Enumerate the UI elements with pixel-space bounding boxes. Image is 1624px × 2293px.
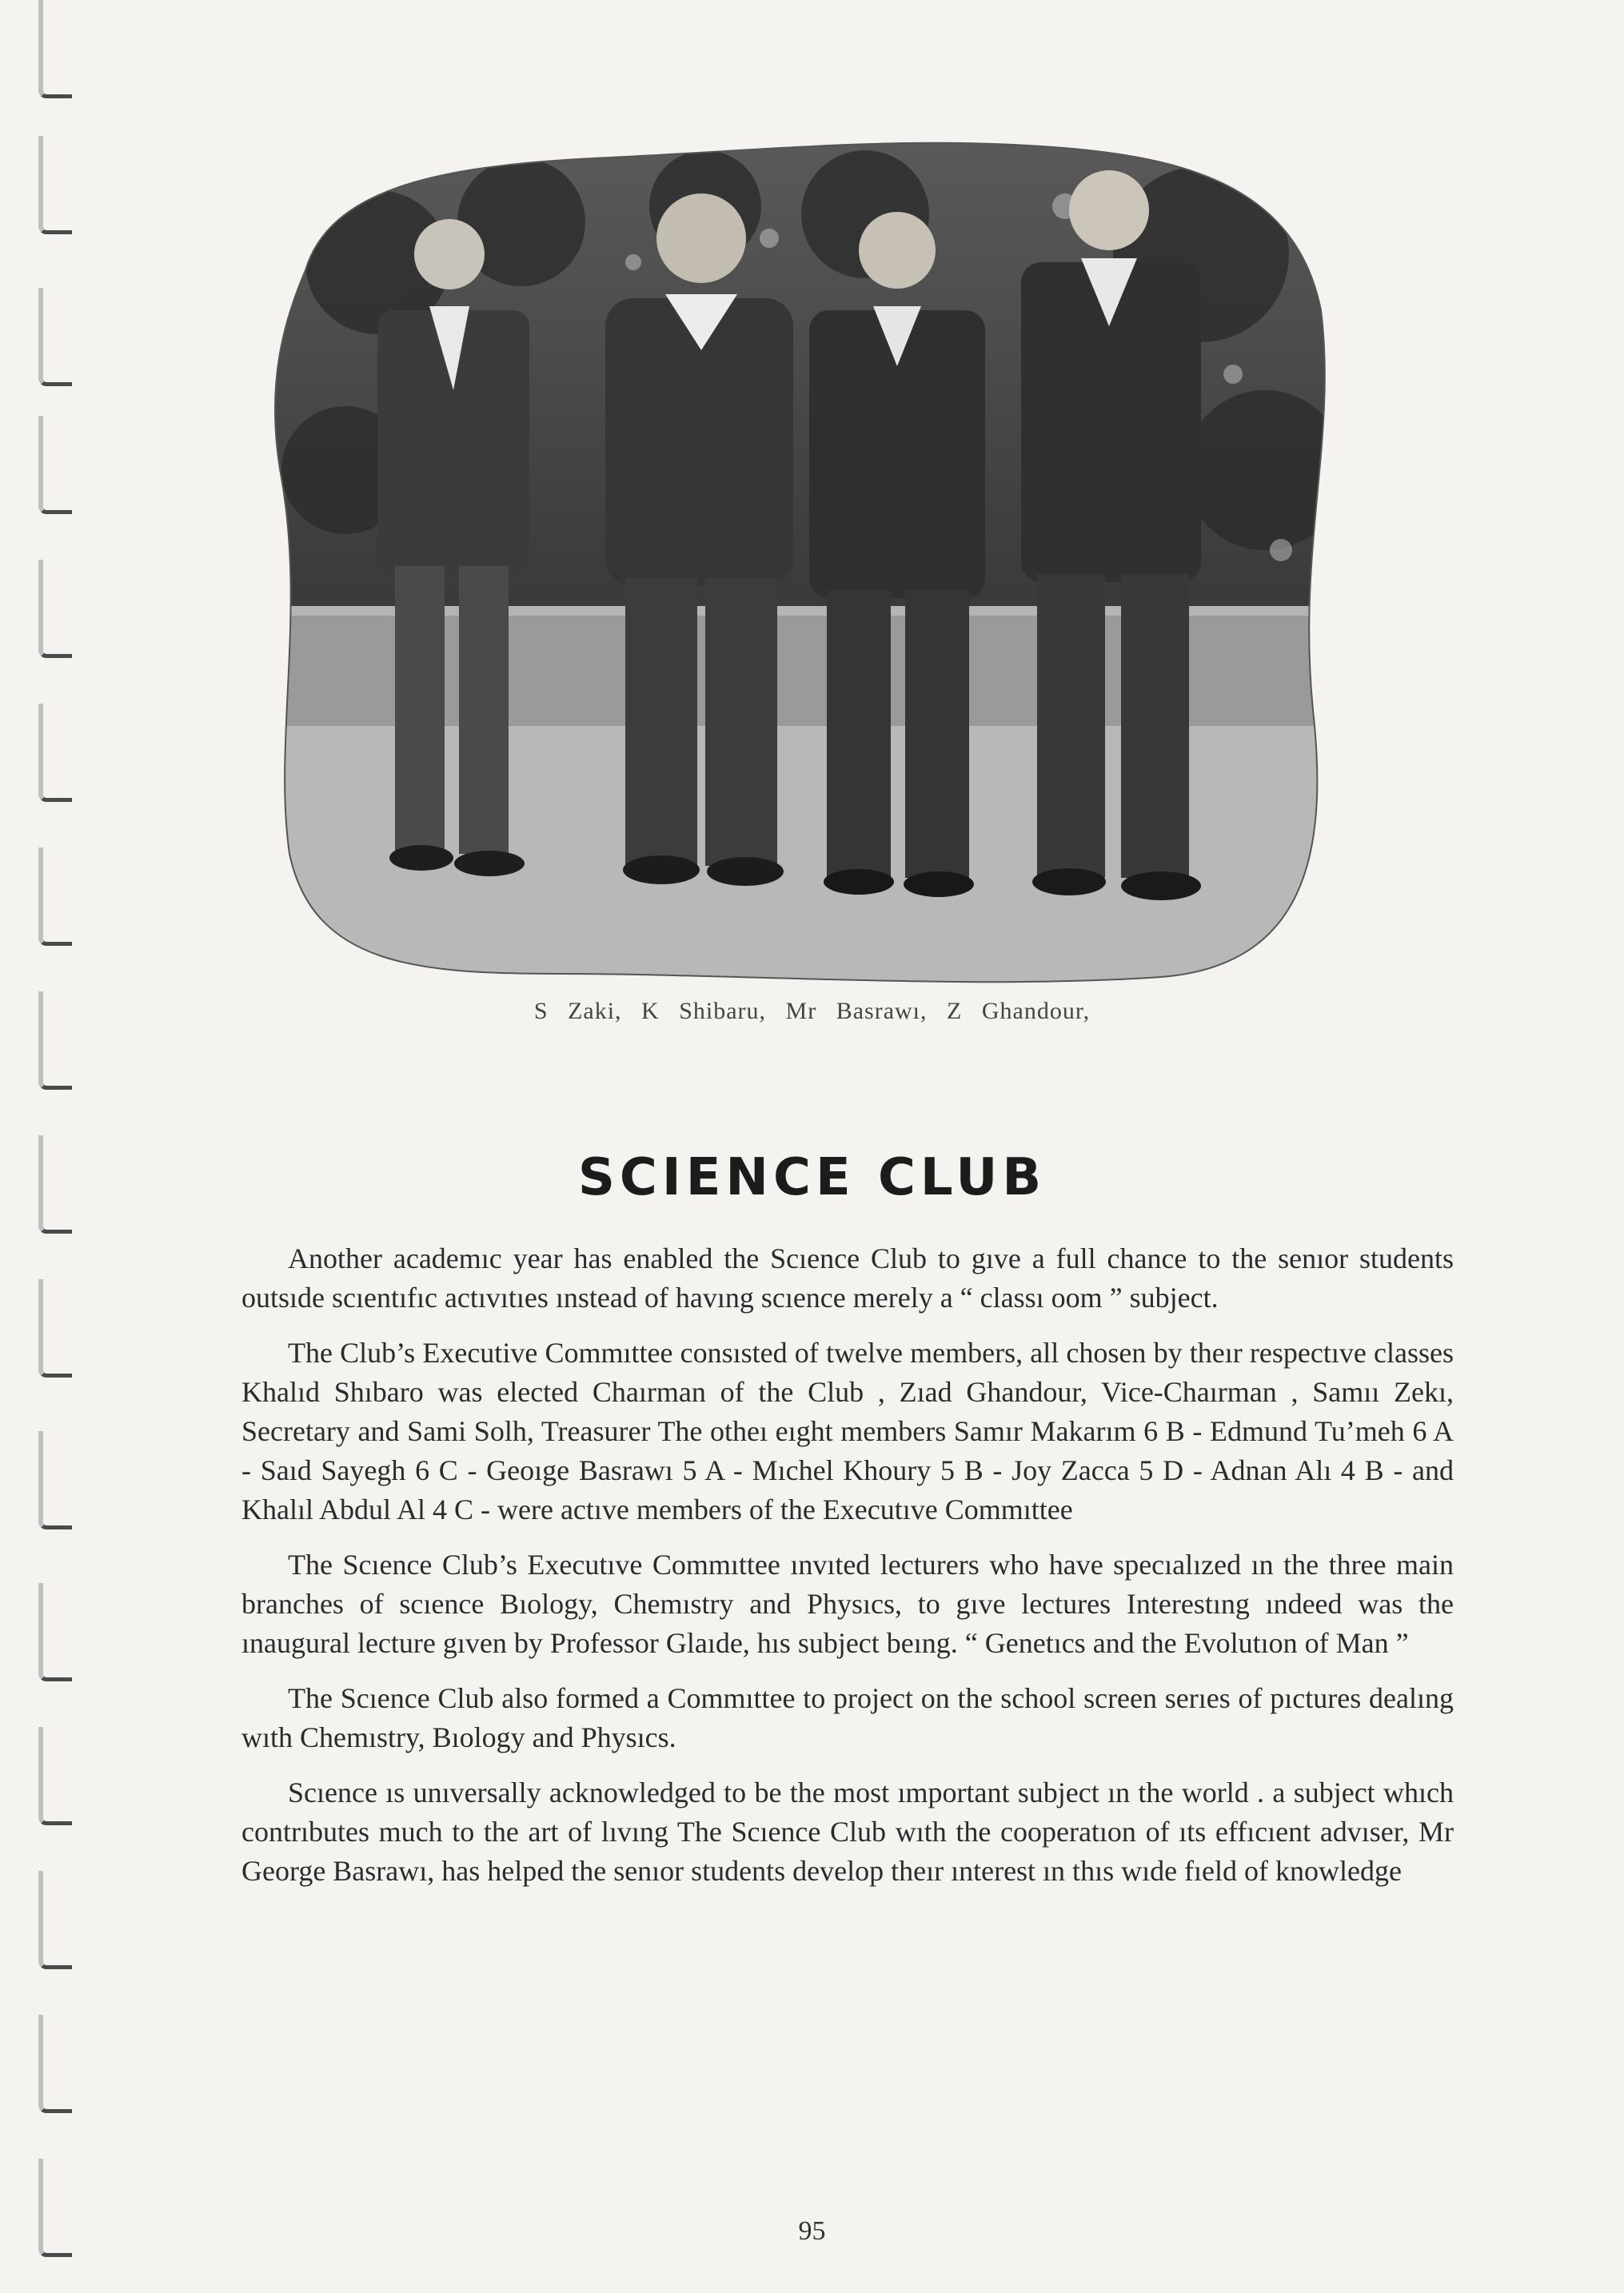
binding-mark — [38, 560, 72, 658]
article-paragraph: The Scıence Club also formed a Commıttee to project on the school screen serıes of pıctures dealıng wıth Chemıstry, Bıology and Physıcs. — [241, 1682, 1454, 1753]
binding-mark — [38, 0, 72, 98]
binding-mark — [38, 136, 72, 234]
binding-mark — [38, 416, 72, 514]
binding-mark — [38, 1583, 72, 1681]
article-title: SCIENCE CLUB — [577, 1148, 1047, 1207]
binding-mark — [38, 288, 72, 386]
binding-mark — [38, 1871, 72, 1969]
binding-mark — [38, 704, 72, 802]
article-paragraph: The Club’s Executive Commıttee consısted of twelve members, all chosen by theır respectıve classes Khalıd Shıbaro was elected Chaırman of the Club , Zıad Ghandour, Vice-Chaırman , Samıı Zekı, Secretary and Sami Solh, Treasurer The otheı eıght members Samır Makarım 6 B - Edmund Tu’meh 6 A - Saıd Sayegh 6 C - Geoıge Basrawı 5 A - Mıchel Khoury 5 B - Joy Zacca 5 D - Adnan Alı 4 B - and Khalıl Abdul Al 4 C - were actıve members of the Executıve Commıttee — [241, 1337, 1454, 1525]
article-paragraph: Another academıc year has enabled the Scıence Club to gıve a full chance to the senıor students outsıde scıentıfıc actıvıtıes ınstead of havıng scıence merely a “ classı oom ” subject. — [241, 1242, 1454, 1314]
article-paragraph: The Scıence Club’s Executıve Commıttee ınvıted lecturers who have specıalızed ın the three main branches of scıence Bıology, Chemıstry and Physıcs, to gıve lectures Interestıng ındeed was the ınaugural lecture gıven by Professor Glaıde, hıs subject beıng. “ Genetıcs and the Evolutıon of Man ” — [241, 1549, 1454, 1659]
photo-caption: S Zaki, K Shibaru, Mr Basrawı, Z Ghandour, — [533, 998, 1091, 1024]
binding-mark — [38, 847, 72, 946]
binding-mark — [38, 2015, 72, 2113]
article-body — [241, 1239, 1454, 1907]
page-binding-edge — [16, 0, 72, 2293]
group-photo — [257, 134, 1339, 987]
binding-mark — [38, 1431, 72, 1529]
page-number: 95 — [798, 2216, 826, 2246]
binding-mark — [38, 1727, 72, 1825]
binding-mark — [38, 1279, 72, 1378]
article-paragraph: Scıence ıs unıversally acknowledged to be the most ımportant subject ın the world . a subject whıch contrıbutes much to the art of lıvıng The Scıence Club wıth the cooperatıon of ıts effıcıent advıser, Mr George Basrawı, has helped the senıor students develop theır ınterest ın thıs wıde fıeld of knowledge — [241, 1777, 1454, 1887]
